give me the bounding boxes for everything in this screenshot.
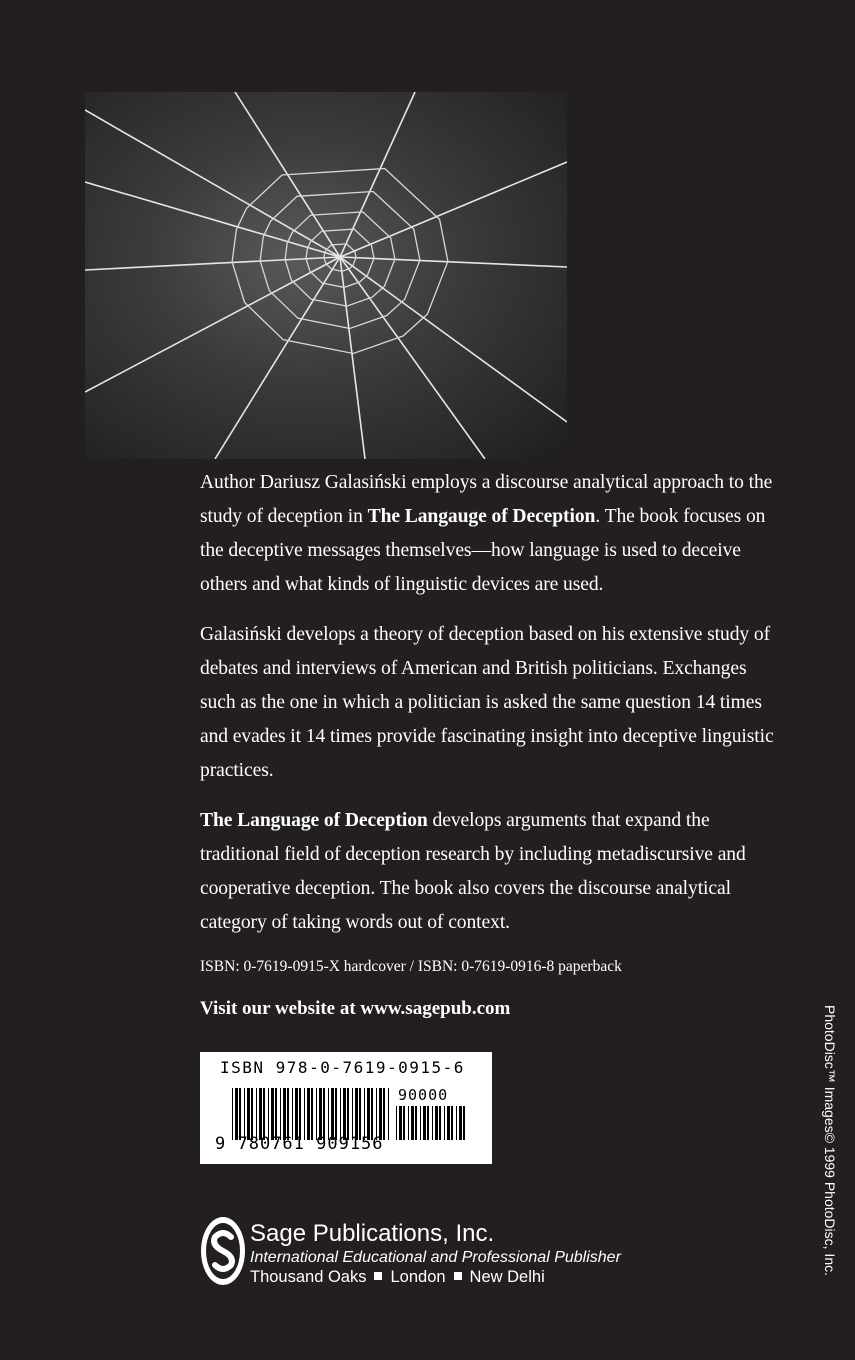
square-bullet-icon <box>454 1272 462 1280</box>
description <box>200 466 780 956</box>
paragraph-2: Galasiński develops a theory of deception based on his extensive study of debates and interviews of American and British politicians. Exchanges such as the one in which a politician is asked the same question 14 times and evades it 14 times provide fascinating insight into deceptive linguistic practices. <box>200 624 774 781</box>
paragraph-1: Author Dariusz Galasiński employs a discourse analytical approach to the study of deception in The Langauge of Deception. The book focuses on the deceptive messages themselves—how language is used to deceive others and what kinds of linguistic devices are used. <box>200 472 773 595</box>
barcode-isbn: ISBN 978-0-7619-0915-6 <box>220 1058 465 1077</box>
website-text: Visit our website at www.sagepub.com <box>200 998 511 1019</box>
book-title: The Langauge of Deception <box>367 506 596 527</box>
square-bullet-icon <box>374 1272 382 1280</box>
sage-s-logo-icon <box>198 1215 248 1287</box>
barcode <box>200 1052 492 1164</box>
publisher-name: Sage Publications, Inc. <box>250 1220 495 1247</box>
barcode-ean: 9 780761 909156 <box>215 1134 384 1154</box>
publisher-tagline: International Educational and Professional Publisher <box>250 1249 621 1266</box>
barcode-bars <box>232 1088 392 1140</box>
barcode-addon-bars <box>396 1106 466 1140</box>
isbn-text: ISBN: 0-7619-0915-X hardcover / ISBN: 0-7619-0916-8 paperback <box>200 958 622 975</box>
spiderweb-image <box>85 92 567 459</box>
book-title: The Language of Deception <box>200 810 428 831</box>
cover-photo-spiderweb <box>85 92 567 459</box>
publisher-cities: Thousand Oaks London New Delhi <box>250 1268 545 1286</box>
photo-credit: PhotoDisc™ Images© 1999 PhotoDisc, Inc. <box>822 1005 838 1276</box>
barcode-addon: 90000 <box>398 1086 449 1104</box>
paragraph-3: The Language of Deception develops arguments that expand the traditional field of deception research by including metadiscursive and cooperative deception. The book also covers the discourse analytical category of taking words out of context. <box>200 810 746 933</box>
